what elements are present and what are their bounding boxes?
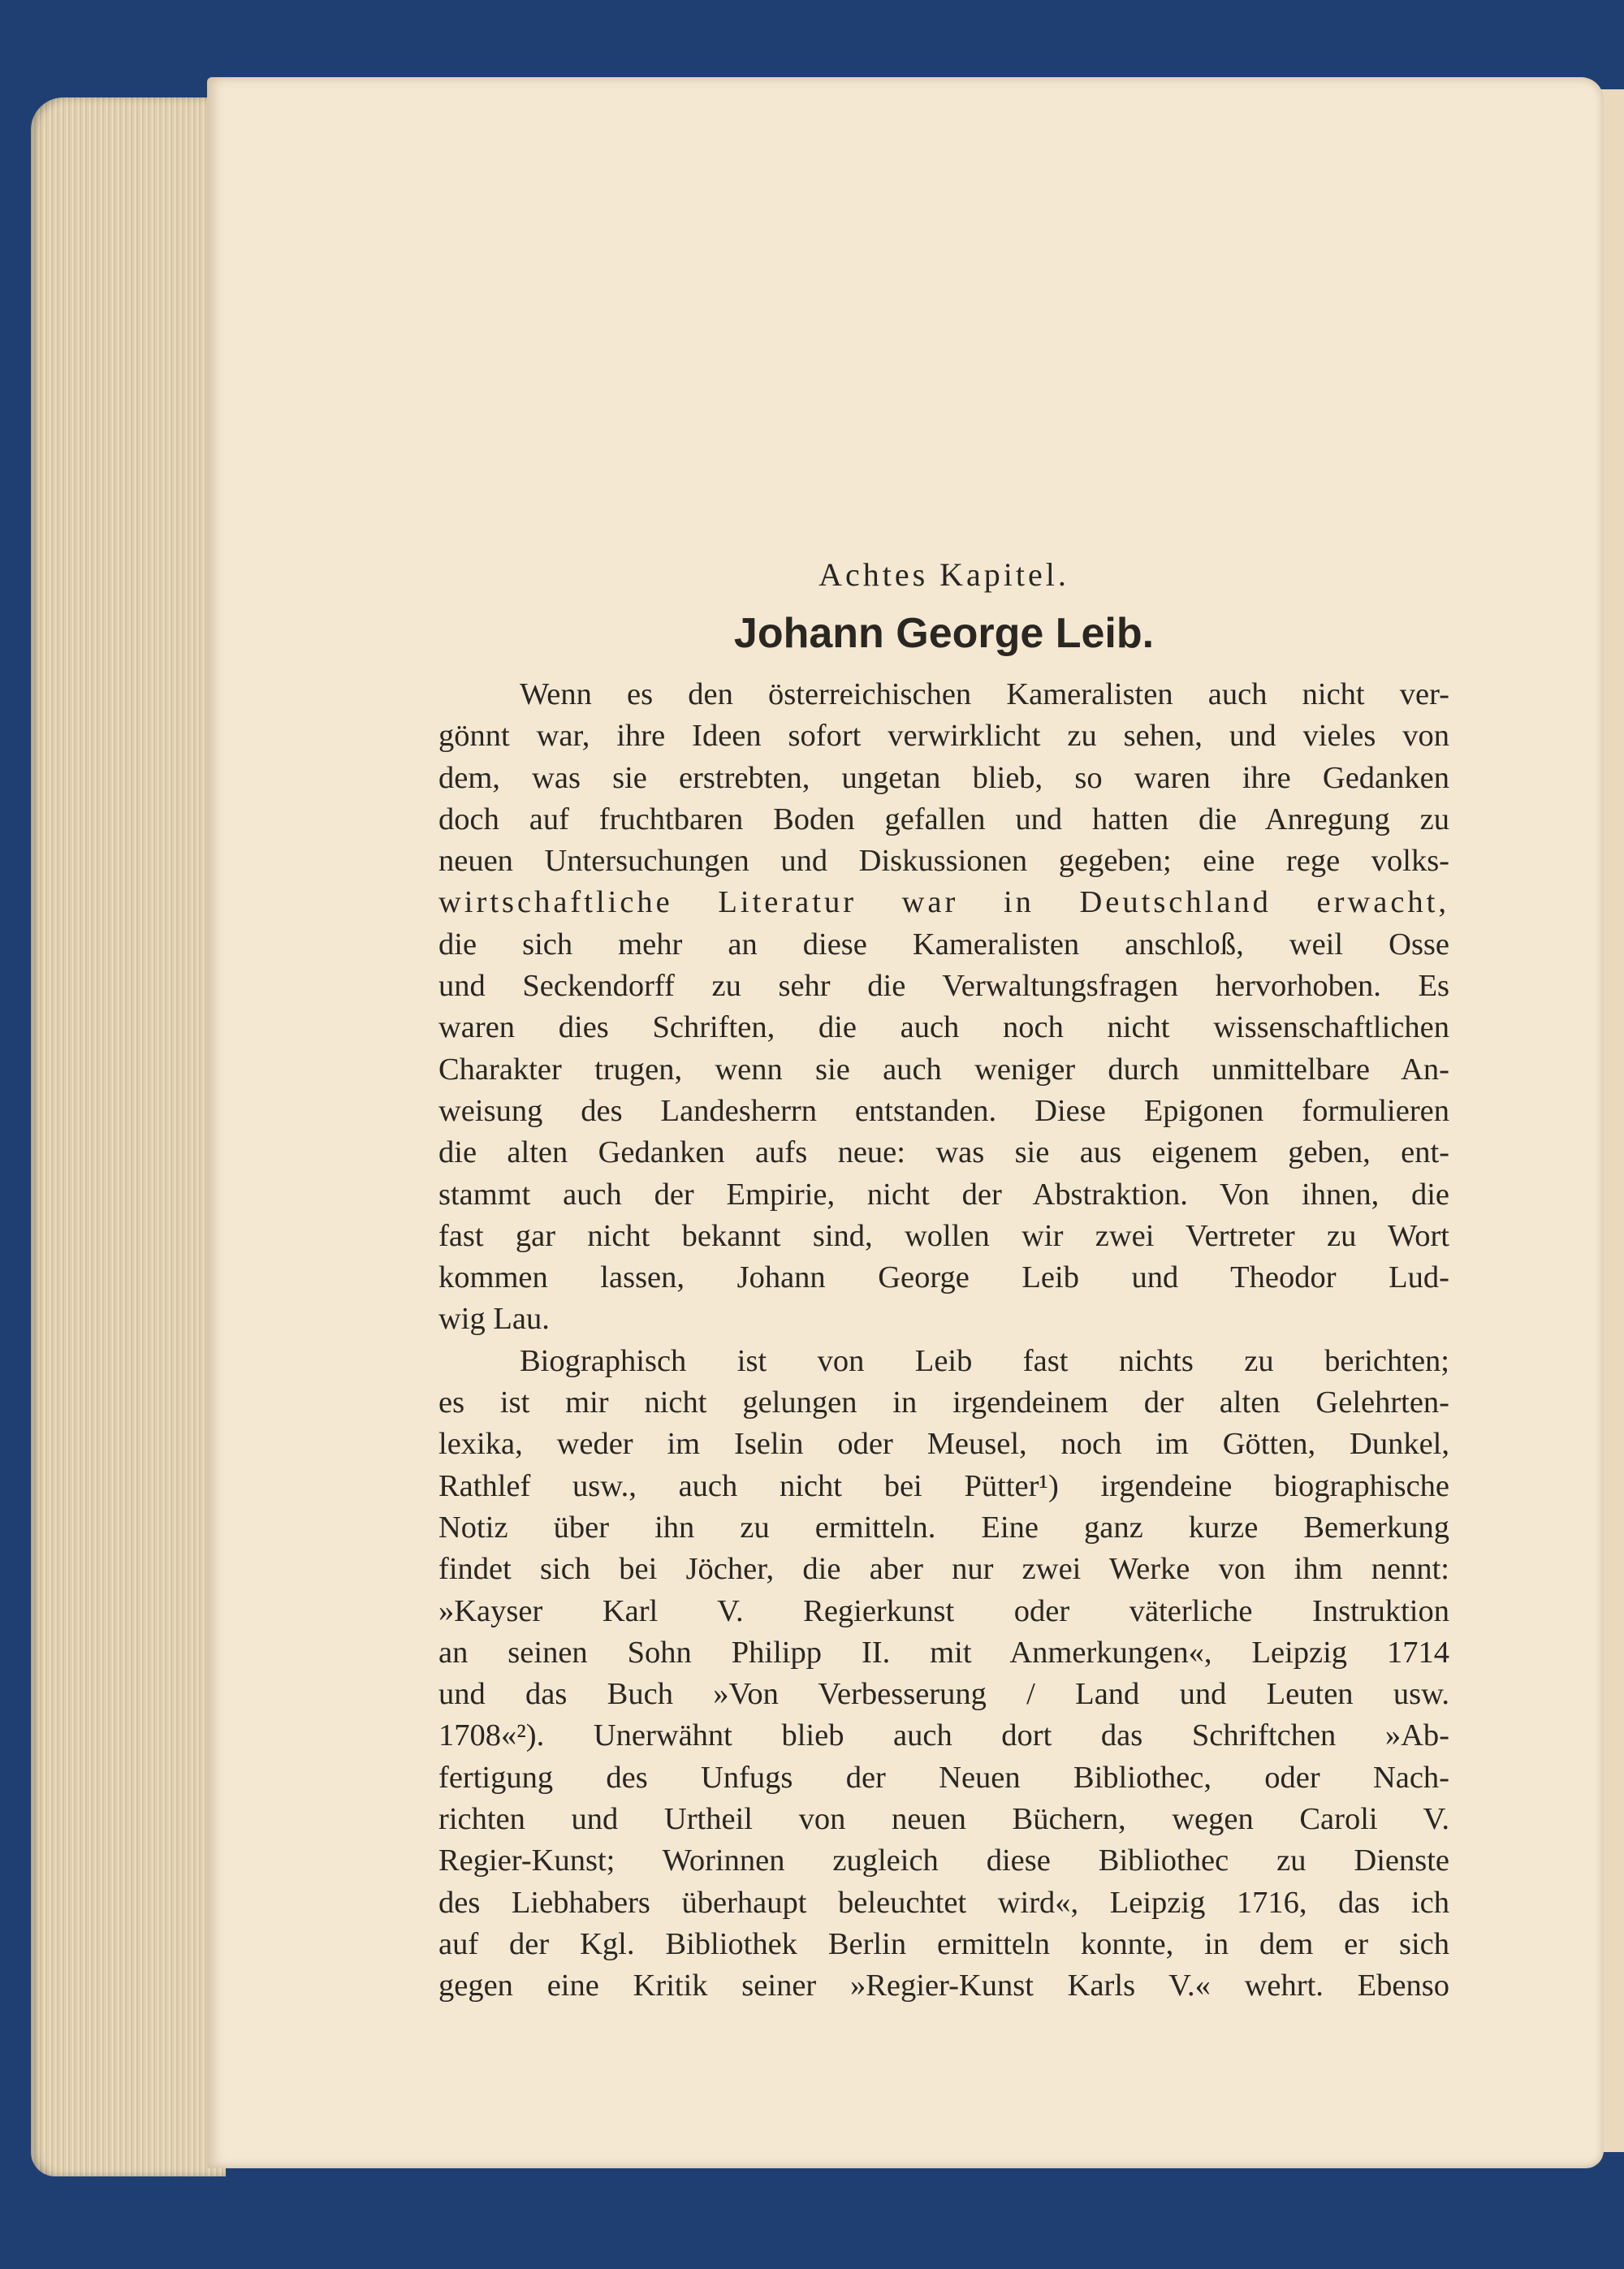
- chapter-label: Achtes Kapitel.: [818, 556, 1069, 593]
- text-line: Rathlef usw., auch nicht bei Pütter¹) irgendeine biographische: [438, 1468, 1449, 1503]
- text-line: und Seckendorff zu sehr die Verwaltungsfragen hervorhoben. Es: [438, 969, 1449, 1004]
- text-line: Regier-Kunst; Worinnen zugleich diese Bibliothec zu Dienste: [438, 1843, 1449, 1878]
- text-line: die alten Gedanken aufs neue: was sie aus eigenem geben, ent-: [438, 1135, 1449, 1170]
- text-line: weisung des Landesherrn entstanden. Diese Epigonen formulieren: [438, 1093, 1449, 1128]
- text-line: 1708«²). Unerwähnt blieb auch dort das Schriftchen »Ab-: [438, 1718, 1449, 1753]
- text-line: die sich mehr an diese Kameralisten anschloß, weil Osse: [438, 927, 1449, 962]
- chapter-title: Johann George Leib.: [733, 610, 1155, 657]
- text-line: findet sich bei Jöcher, die aber nur zwei Werke von ihm nennt:: [438, 1552, 1449, 1587]
- text-line: Biographisch ist von Leib fast nichts zu berichten;: [520, 1343, 1449, 1378]
- text-line: Notiz über ihn zu ermitteln. Eine ganz kurze Bemerkung: [438, 1510, 1449, 1545]
- text-line: kommen lassen, Johann George Leib und Theodor Lud-: [438, 1260, 1449, 1295]
- paragraph-2: [438, 1341, 1449, 2008]
- text-line: auf der Kgl. Bibliothek Berlin ermitteln konnte, in dem er sich: [438, 1926, 1449, 1961]
- book-page-edges: [31, 97, 226, 2176]
- text-line: wig Lau.: [438, 1302, 550, 1337]
- text-line: Wenn es den österreichischen Kameralisten auch nicht ver-: [520, 677, 1449, 711]
- text-line: wirtschaftliche Literatur war in Deutschland erwacht,: [438, 885, 1449, 920]
- text-line: stammt auch der Empirie, nicht der Abstraktion. Von ihnen, die: [438, 1177, 1449, 1212]
- paragraph-1: [438, 674, 1449, 1341]
- text-line: fast gar nicht bekannt sind, wollen wir zwei Vertreter zu Wort: [438, 1218, 1449, 1253]
- text-line: fertigung des Unfugs der Neuen Bibliothec, oder Nach-: [438, 1760, 1449, 1795]
- text-line: und das Buch »Von Verbesserung / Land und Leuten usw.: [438, 1677, 1449, 1712]
- text-line: richten und Urtheil von neuen Büchern, wegen Caroli V.: [438, 1802, 1449, 1837]
- text-line: dem, was sie erstrebten, ungetan blieb, so waren ihre Gedanken: [438, 760, 1449, 795]
- text-line: an seinen Sohn Philipp II. mit Anmerkungen«, Leipzig 1714: [438, 1635, 1449, 1670]
- text-line: des Liebhabers überhaupt beleuchtet wird«, Leipzig 1716, das ich: [438, 1885, 1449, 1920]
- text-line: doch auf fruchtbaren Boden gefallen und hatten die Anregung zu: [438, 802, 1449, 836]
- text-line: »Kayser Karl V. Regierkunst oder väterliche Instruktion: [438, 1593, 1449, 1628]
- text-line: Charakter trugen, wenn sie auch weniger durch unmittelbare An-: [438, 1052, 1449, 1087]
- text-line: gönnt war, ihre Ideen sofort verwirklicht zu sehen, und vieles von: [438, 719, 1449, 754]
- text-line: gegen eine Kritik seiner »Regier-Kunst Karls V.« wehrt. Ebenso: [438, 1969, 1449, 2003]
- text-line: es ist mir nicht gelungen in irgendeinem der alten Gelehrten-: [438, 1385, 1449, 1420]
- page-text: [438, 552, 1449, 2008]
- text-line: waren dies Schriften, die auch noch nicht wissenschaftlichen: [438, 1010, 1449, 1045]
- text-line: neuen Untersuchungen und Diskussionen gegeben; eine rege volks-: [438, 844, 1449, 879]
- text-line: lexika, weder im Iselin oder Meusel, noch im Götten, Dunkel,: [438, 1427, 1449, 1462]
